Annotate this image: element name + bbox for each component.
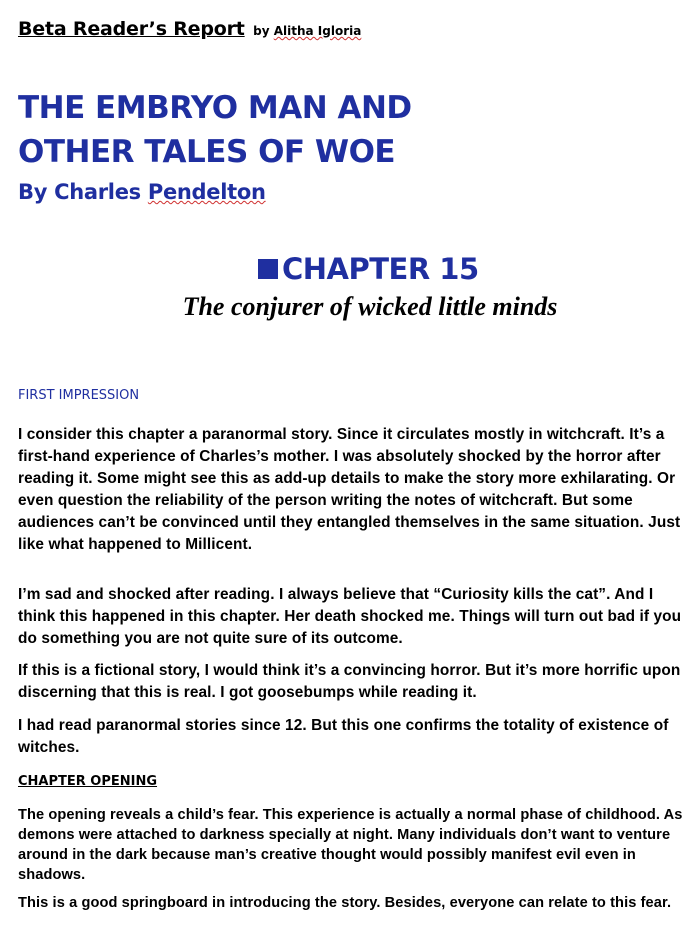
chapter-opening-paragraph-1: The opening reveals a child’s fear. This experience is actually a normal phase of childhood. As demons were attached to darkness specially at night. Many individuals don’t want to venture around in the dark because man’s creative thought would possibly manifest evil even in shadows. bbox=[18, 807, 683, 883]
chapter-opening-paragraph-2: This is a good springboard in introducing the story. Besides, everyone can relate to this fear. bbox=[18, 895, 672, 911]
book-byline-surname: Pendelton bbox=[147, 180, 266, 204]
book-title bbox=[18, 86, 412, 174]
chapter-heading bbox=[258, 252, 479, 286]
first-impression-paragraph-3: If this is a fictional story, I would think it’s a convincing horror. But it’s more horrific upon discerning that this is real. I got goosebumps while reading it. bbox=[18, 662, 681, 701]
book-byline bbox=[18, 180, 266, 204]
square-bullet-icon bbox=[258, 259, 278, 279]
report-author-by: by bbox=[253, 24, 270, 38]
report-author-name: Alitha Igloria bbox=[273, 24, 362, 38]
book-title-line-2: OTHER TALES OF WOE bbox=[18, 134, 396, 170]
first-impression-paragraph-4: I had read paranormal stories since 12. But this one confirms the totality of existence of witches. bbox=[18, 717, 669, 756]
section-heading-first-impression: FIRST IMPRESSION bbox=[18, 388, 140, 403]
section-heading-chapter-opening: CHAPTER OPENING bbox=[18, 774, 158, 789]
report-header bbox=[18, 18, 361, 40]
chapter-heading-text: CHAPTER 15 bbox=[282, 252, 479, 286]
chapter-subtitle: The conjurer of wicked little minds bbox=[182, 292, 558, 321]
book-title-line-1: THE EMBRYO MAN AND bbox=[18, 90, 412, 126]
first-impression-paragraph-2: I’m sad and shocked after reading. I always believe that “Curiosity kills the cat”. And I think this happened in this chapter. Her death shocked me. Things will turn out bad if you do something you are not quite sure of its outcome. bbox=[18, 586, 682, 647]
first-impression-paragraph-1: I consider this chapter a paranormal story. Since it circulates mostly in witchcraft. It’s a first-hand experience of Charles’s mother. I was absolutely shocked by the horror after reading it. Some might see this as add-up details to make the story more exhilarating. Or even question the reliability of the person writing the notes of witchcraft. But some audiences can’t be convinced until they entangled themselves in the same situation. Just like what happened to Millicent. bbox=[18, 426, 681, 553]
report-title: Beta Reader’s Report bbox=[18, 18, 245, 40]
book-byline-prefix: By Charles bbox=[18, 180, 148, 204]
report-author bbox=[253, 24, 361, 38]
